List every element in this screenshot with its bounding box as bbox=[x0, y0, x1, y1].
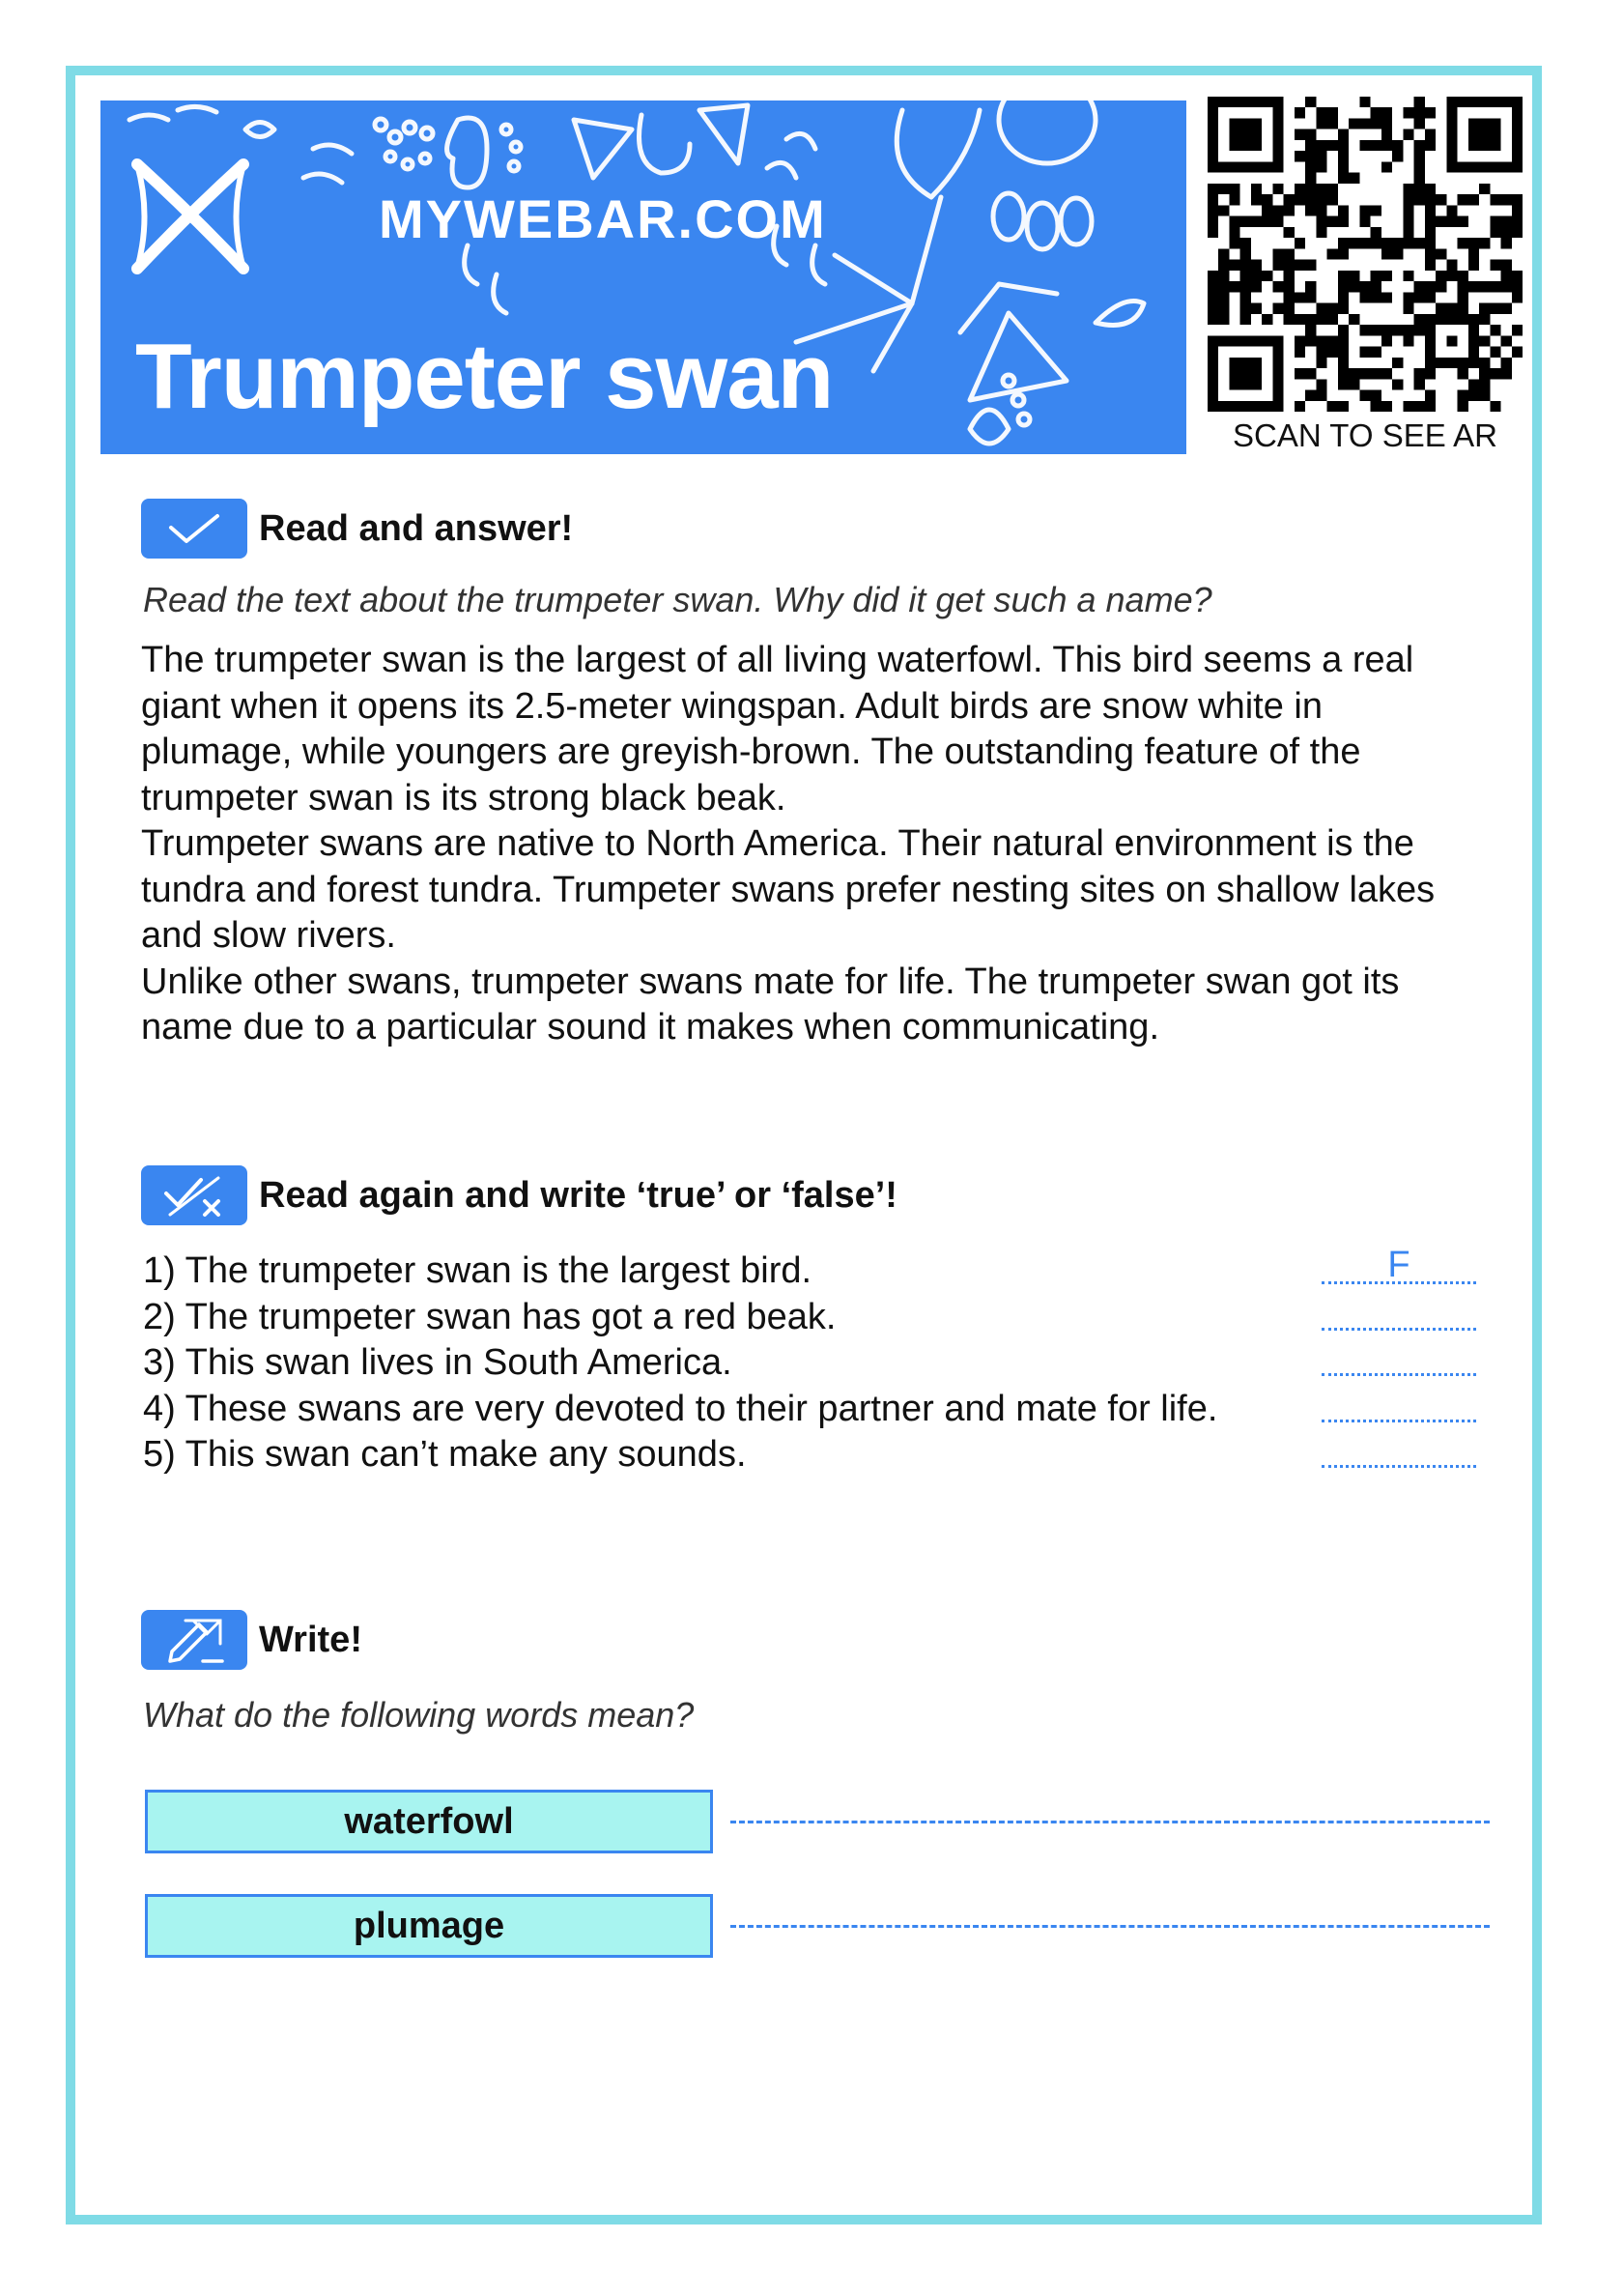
answer-blank[interactable] bbox=[1322, 1465, 1476, 1468]
page-title: Trumpeter swan bbox=[135, 325, 834, 428]
list-item bbox=[143, 1387, 1476, 1433]
pen-write-icon bbox=[141, 1610, 247, 1670]
paragraph: The trumpeter swan is the largest of all living waterfowl. This bird seems a real giant when it opens its 2.5-meter wingspan. Adult birds are snow white in plumage, while youngers are greyish-brown. The outstanding feature of the trumpeter swan is its strong black beak. bbox=[141, 640, 1414, 818]
qr-code[interactable] bbox=[1208, 97, 1523, 412]
section-instruction: What do the following words mean? bbox=[143, 1695, 695, 1735]
list-item bbox=[143, 1432, 1476, 1478]
section-title: Write! bbox=[259, 1619, 362, 1660]
answer-blank[interactable] bbox=[1322, 1328, 1476, 1331]
list-item bbox=[143, 1340, 1476, 1387]
statement-text: 5) This swan can’t make any sounds. bbox=[143, 1434, 747, 1475]
definition-line[interactable] bbox=[730, 1821, 1490, 1823]
paragraph: Trumpeter swans are native to North America. Their natural environment is the tundra and forest tundra. Trumpeter swans prefer nesting sites on shallow lakes and slow rivers. bbox=[141, 823, 1436, 956]
answer-blank[interactable] bbox=[1322, 1281, 1476, 1284]
brand-logo bbox=[128, 157, 253, 276]
section-title: Read again and write ‘true’ or ‘false’! bbox=[259, 1174, 897, 1216]
section-read-answer-header bbox=[141, 499, 573, 559]
section-title: Read and answer! bbox=[259, 507, 574, 549]
list-item bbox=[143, 1245, 1476, 1295]
vocabulary-word: plumage bbox=[145, 1894, 713, 1958]
qr-caption: SCAN TO SEE AR bbox=[1233, 417, 1497, 453]
section-instruction: Read the text about the trumpeter swan. Why did it get such a name? bbox=[143, 580, 1212, 619]
definition-line[interactable] bbox=[730, 1925, 1490, 1928]
section-write-header bbox=[141, 1610, 362, 1670]
statement-text: 1) The trumpeter swan is the largest bird. bbox=[143, 1250, 812, 1291]
paragraph: Unlike other swans, trumpeter swans mate for life. The trumpeter swan got its name due to a particular sound it makes when communicating. bbox=[141, 961, 1400, 1048]
brand-name: MYWEBAR.COM bbox=[379, 188, 827, 249]
statement-text: 2) The trumpeter swan has got a red beak. bbox=[143, 1296, 837, 1337]
statement-text: 4) These swans are very devoted to their partner and mate for life. bbox=[143, 1388, 1218, 1429]
answer-value: F bbox=[1387, 1245, 1410, 1285]
answer-blank[interactable] bbox=[1322, 1373, 1476, 1376]
statement-text: 3) This swan lives in South America. bbox=[143, 1342, 732, 1383]
check-cross-icon bbox=[141, 1165, 247, 1225]
header-banner bbox=[100, 100, 1186, 454]
reading-text bbox=[141, 638, 1474, 1051]
section-true-false-header bbox=[141, 1165, 897, 1225]
check-icon bbox=[141, 499, 247, 559]
answer-blank[interactable] bbox=[1322, 1420, 1476, 1422]
vocabulary-word: waterfowl bbox=[145, 1790, 713, 1853]
true-false-list bbox=[143, 1245, 1476, 1478]
list-item bbox=[143, 1295, 1476, 1341]
